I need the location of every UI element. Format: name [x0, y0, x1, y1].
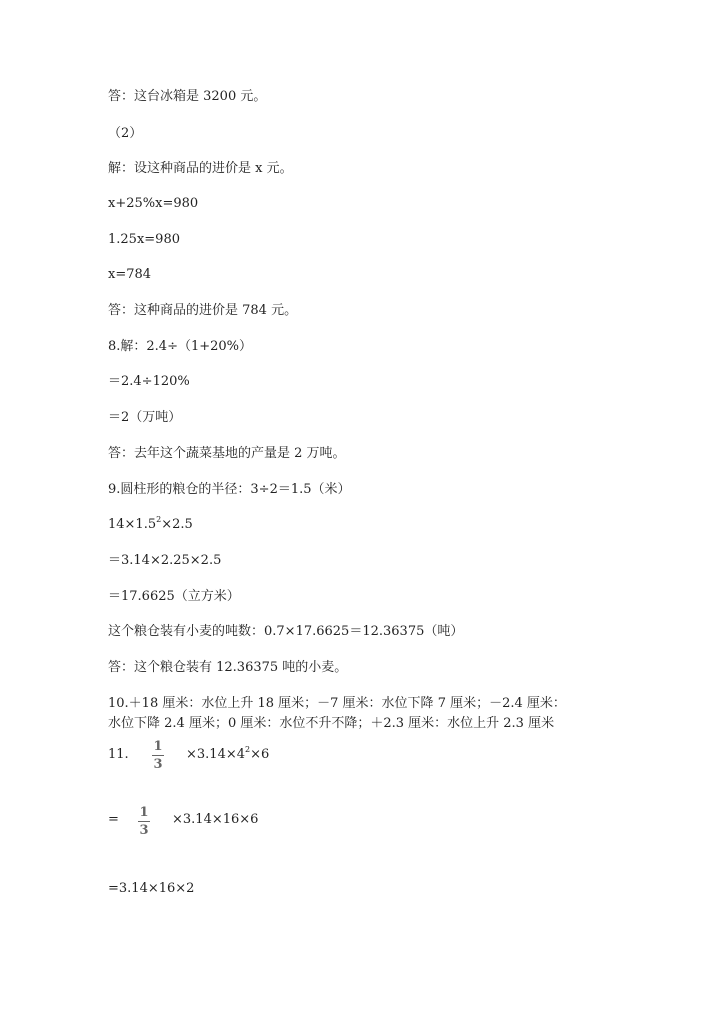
answer-fridge-price: 答：这台冰箱是 3200 元。: [108, 89, 267, 104]
fraction-one-third: 1 3: [139, 805, 149, 838]
subpart-label: （2）: [108, 126, 143, 141]
answer-cost-price: 答：这种商品的进价是 784 元。: [108, 303, 298, 318]
equals-sign: =: [108, 812, 119, 827]
answer-wheat: 答：这个粮仓装有 12.36375 吨的小麦。: [108, 660, 348, 675]
equation-line: x+25%x=980: [108, 196, 199, 211]
calc-line: ＝3.14×2.25×2.5: [108, 553, 222, 568]
calc-line: $\times 3.14\times 4^2\times 6$: [186, 745, 270, 762]
answer-vegetable-output: 答：去年这个蔬菜基地的产量是 2 万吨。: [108, 446, 346, 461]
calc-line: =3.14×16×2: [108, 881, 195, 896]
calc-line: ×3.14×16×6: [172, 812, 259, 827]
calc-line: ＝17.6625（立方米）: [108, 589, 240, 604]
calc-line: ＝2（万吨）: [108, 410, 182, 425]
problem-11-number: 11.: [108, 747, 129, 762]
solution-setup: 解：设这种商品的进价是 x 元。: [108, 161, 293, 176]
calc-line: ＝2.4÷120%: [108, 374, 190, 389]
equation-line: 1.25x=980: [108, 232, 180, 247]
problem-10-line-1: 10.＋18 厘米：水位上升 18 厘米；－7 厘米：水位下降 7 厘米；－2.4 厘米：: [108, 696, 566, 711]
fraction-one-third: 1 3: [153, 739, 163, 772]
calc-line: $14\times 1.5^2\times 2.5$: [108, 515, 193, 532]
wheat-tonnage: 这个粮仓装有小麦的吨数：0.7×17.6625＝12.36375（吨）: [108, 624, 464, 639]
problem-9-radius: 9.圆柱形的粮仓的半径：3÷2＝1.5（米）: [108, 482, 351, 497]
equation-line: x=784: [108, 267, 152, 282]
problem-8-solution: 8.解：2.4÷（1+20%）: [108, 339, 253, 354]
problem-10-line-2: 水位下降 2.4 厘米；0 厘米：水位不升不降；＋2.3 厘米：水位上升 2.3 厘米: [108, 716, 555, 731]
